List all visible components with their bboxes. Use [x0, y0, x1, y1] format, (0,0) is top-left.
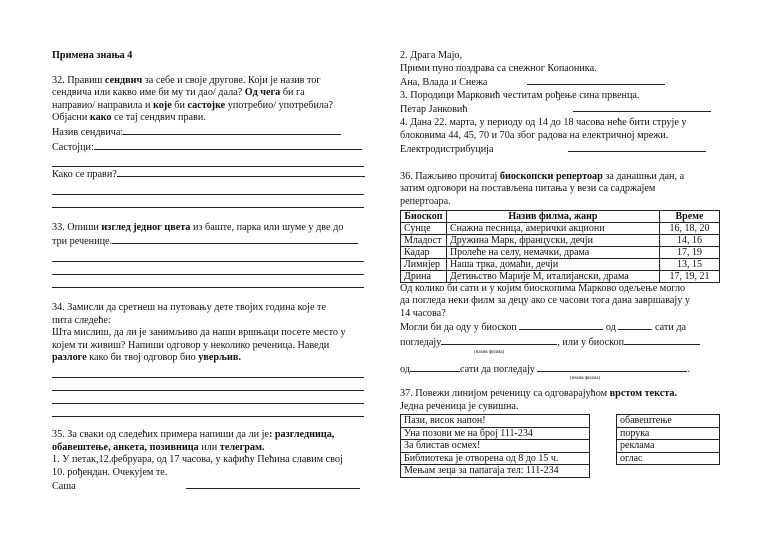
field-caption: (назив филма)	[570, 376, 601, 382]
q33-bold: изглед једног цвета	[101, 221, 191, 233]
q36-text: погледају	[400, 336, 442, 348]
right-column	[400, 50, 720, 476]
q37-text: 37. Повежи линијом реченицу са одговарајућом	[400, 388, 610, 400]
q32-bold: Од чега	[244, 87, 281, 99]
cinema-table	[400, 210, 720, 283]
table-row	[401, 270, 720, 282]
q35-bold: телеграм.	[219, 441, 265, 453]
hour-field[interactable]	[618, 320, 652, 330]
cinema-field[interactable]	[624, 335, 700, 345]
q35-text: 1. У петак,12.фебруара, од 17 часова, у кафићу Пећина славим свој	[52, 454, 343, 466]
q32-bold: које	[152, 99, 172, 111]
q32-text: употребио/ употребила?	[225, 99, 334, 111]
q34-text: како би твој одговор био	[86, 352, 199, 364]
example-text: 2. Драга Мајо,	[400, 50, 463, 61]
q36-text: Од колико би сати и у којим биоскопима Марково одељење могло	[400, 282, 686, 294]
film-field[interactable]	[537, 362, 687, 372]
answer-line[interactable]	[52, 155, 364, 167]
q32-bold: како	[89, 112, 112, 124]
table-row	[401, 222, 720, 234]
answer-line[interactable]	[52, 183, 364, 195]
column-header: Назив филма, жанр	[446, 210, 659, 222]
answer-line[interactable]	[52, 276, 364, 288]
sentence-box[interactable]: Уна позови ме на број 111-234	[400, 428, 590, 441]
q35-answer-field[interactable]	[186, 479, 360, 489]
q32-text: 32. Правиш	[52, 74, 105, 86]
q36-text: , или у биоскоп	[557, 336, 625, 348]
answer-line[interactable]	[52, 392, 364, 404]
q32-text: Објасни	[52, 112, 90, 124]
hour-field[interactable]	[410, 362, 460, 372]
q34-text: Шта мислиш, да ли је занимљиво да наши вршњаци посете место у	[52, 327, 346, 339]
example-answer-field[interactable]	[573, 102, 711, 112]
table-cell: Дрина	[401, 270, 447, 282]
table-row	[401, 246, 720, 258]
example-text: Ана, Влада и Снежа	[400, 77, 488, 89]
table-row	[401, 258, 720, 270]
q35-text: или	[198, 441, 220, 453]
column-header: Време	[659, 210, 719, 222]
q36-text: 14 часова?	[400, 307, 446, 319]
q32-text: би га	[280, 87, 305, 99]
table-cell: 17, 19	[659, 246, 719, 258]
text-type-box[interactable]: реклама	[616, 440, 720, 453]
q35-bold: обавештење, анкета, позивница	[52, 441, 199, 453]
table-cell: Кадар	[401, 246, 447, 258]
answer-line[interactable]	[52, 250, 364, 262]
answer-line[interactable]	[52, 405, 364, 417]
left-column	[52, 50, 368, 494]
question-35	[52, 429, 368, 494]
table-cell: Наша трка, домаћи, дечји	[446, 258, 659, 270]
q36-text: сати да	[655, 322, 687, 334]
field-caption: (назив филма)	[474, 349, 505, 355]
answer-line[interactable]	[52, 196, 364, 208]
table-cell: 17, 19, 21	[659, 270, 719, 282]
q37-bold: врстом текста.	[609, 388, 678, 400]
answer-line[interactable]	[52, 366, 364, 378]
title-text: Примена знања 4	[52, 50, 133, 61]
question-36	[400, 171, 720, 382]
worksheet-title	[52, 50, 368, 63]
q32-text: сендвича или какво име би му ти дао/ дала?	[52, 87, 245, 99]
table-cell: Младост	[401, 234, 447, 246]
example-text: блоковима 44, 45, 70 и 70а због радова на електричној мрежи.	[400, 129, 669, 141]
example-text: Петар Јанковић	[400, 104, 468, 116]
text-type-list	[616, 414, 720, 465]
q32-bold: састојке	[187, 99, 226, 111]
column-header: Биоскоп	[401, 210, 447, 222]
sentence-box[interactable]: За блистав осмех!	[400, 440, 590, 453]
question-34	[52, 302, 368, 417]
q35-text: 35. За сваки од следећих примера напиши да ли је	[52, 428, 269, 440]
q36-text: затим одговори на постављена питања у вези са садржајем	[400, 183, 656, 195]
table-cell: 16, 18, 20	[659, 222, 719, 234]
q36-text: сати да погледају	[459, 363, 535, 375]
q36-text: 36. Пажљиво прочитај	[400, 170, 500, 182]
cinema-field[interactable]	[519, 320, 603, 330]
film-field[interactable]	[441, 335, 557, 345]
q33-text: из баште, парка или шуме у две до	[190, 221, 344, 233]
q33-text: 33. Опиши	[52, 221, 102, 233]
table-cell: Снажна песница, амерички акциони	[446, 222, 659, 234]
answer-line[interactable]	[52, 263, 364, 275]
q36-text: од	[605, 322, 616, 334]
q35-signature: Саша	[52, 481, 76, 493]
q37-text: Једна реченица је сувишна.	[400, 400, 519, 412]
q32-text: би	[171, 99, 188, 111]
sandwich-name-label: Назив сендвича:	[52, 126, 124, 138]
table-cell: Сунце	[401, 222, 447, 234]
example-answer-field[interactable]	[568, 142, 706, 152]
example-text: 4. Дана 22. марта, у периоду од 14 до 18 часова неће бити струје у	[400, 116, 687, 128]
answer-line[interactable]	[52, 379, 364, 391]
q34-text: пита следеће:	[52, 314, 111, 326]
q33-answer-field[interactable]	[112, 234, 358, 244]
ingredients-label: Састојци:	[52, 141, 94, 153]
sentence-box[interactable]: Библиотека је отворена од 8 до 15 ч.	[400, 453, 590, 466]
q36-text: за данашњи дан, а	[602, 170, 685, 182]
ingredients-field[interactable]	[94, 140, 362, 150]
q32-text: за себе и своје другове. Који је назив тог	[142, 74, 321, 86]
table-cell: Пролеће на селу, немачки, драма	[446, 246, 659, 258]
q35-continued	[400, 50, 720, 157]
table-header-row	[401, 210, 720, 222]
text-type-box[interactable]: оглас	[616, 453, 720, 466]
sentence-box[interactable]: Мењам зеца за папагаја тел: 111-234	[400, 465, 590, 478]
q36-text: Могли би да оду у биоскоп	[400, 322, 517, 334]
text-type-box[interactable]: порука	[616, 428, 720, 441]
question-37	[400, 388, 720, 476]
q36-text: да погледа неки филм за децу ако се часови тога дана завршавају у	[400, 295, 690, 307]
q32-text: се тај сендвич прави.	[111, 112, 206, 124]
how-field[interactable]	[117, 167, 365, 177]
q36-text: репертоара.	[400, 195, 451, 207]
q34-text: којем ти живиш? Напиши одговор у неколико реченица. Наведи	[52, 339, 330, 351]
matching-exercise	[400, 414, 720, 476]
q36-text: од	[400, 363, 410, 375]
q34-bold: уверљив.	[198, 352, 241, 364]
q35-text: 10. рођендан. Очекујем те.	[52, 466, 168, 478]
sentence-list	[400, 414, 590, 478]
q33-text: три реченице.	[52, 236, 113, 248]
q36-text: .	[687, 363, 690, 375]
sentence-box[interactable]: Пази, висок напон!	[400, 414, 590, 428]
question-33	[52, 222, 368, 288]
example-text: Прими пуно поздрава са снежног Копаоника.	[400, 62, 597, 74]
table-cell: Детињство Марије М, италијански, драма	[446, 270, 659, 282]
q35-bold: : разгледница,	[268, 428, 335, 440]
example-text: Електродистрибуција	[400, 144, 494, 156]
q34-bold: разлоге	[52, 352, 87, 364]
table-cell: 14, 16	[659, 234, 719, 246]
q36-bold: биоскопски репертоар	[499, 170, 603, 182]
question-32	[52, 75, 368, 208]
table-cell: Дружина Марк, француски, дечји	[446, 234, 659, 246]
table-row	[401, 234, 720, 246]
table-cell: Лимијер	[401, 258, 447, 270]
sandwich-name-field[interactable]	[123, 125, 341, 135]
how-label: Како се прави?	[52, 169, 117, 181]
text-type-box[interactable]: обавештење	[616, 414, 720, 428]
q32-bold: сендвич	[104, 74, 143, 86]
q34-text: 34. Замисли да сретнеш на путовању дете твојих година које те	[52, 301, 327, 313]
example-text: 3. Породици Марковић честитам рођење сина првенца.	[400, 89, 640, 101]
table-cell: 13, 15	[659, 258, 719, 270]
q32-text: направио/ направила и	[52, 99, 153, 111]
example-answer-field[interactable]	[527, 75, 665, 85]
